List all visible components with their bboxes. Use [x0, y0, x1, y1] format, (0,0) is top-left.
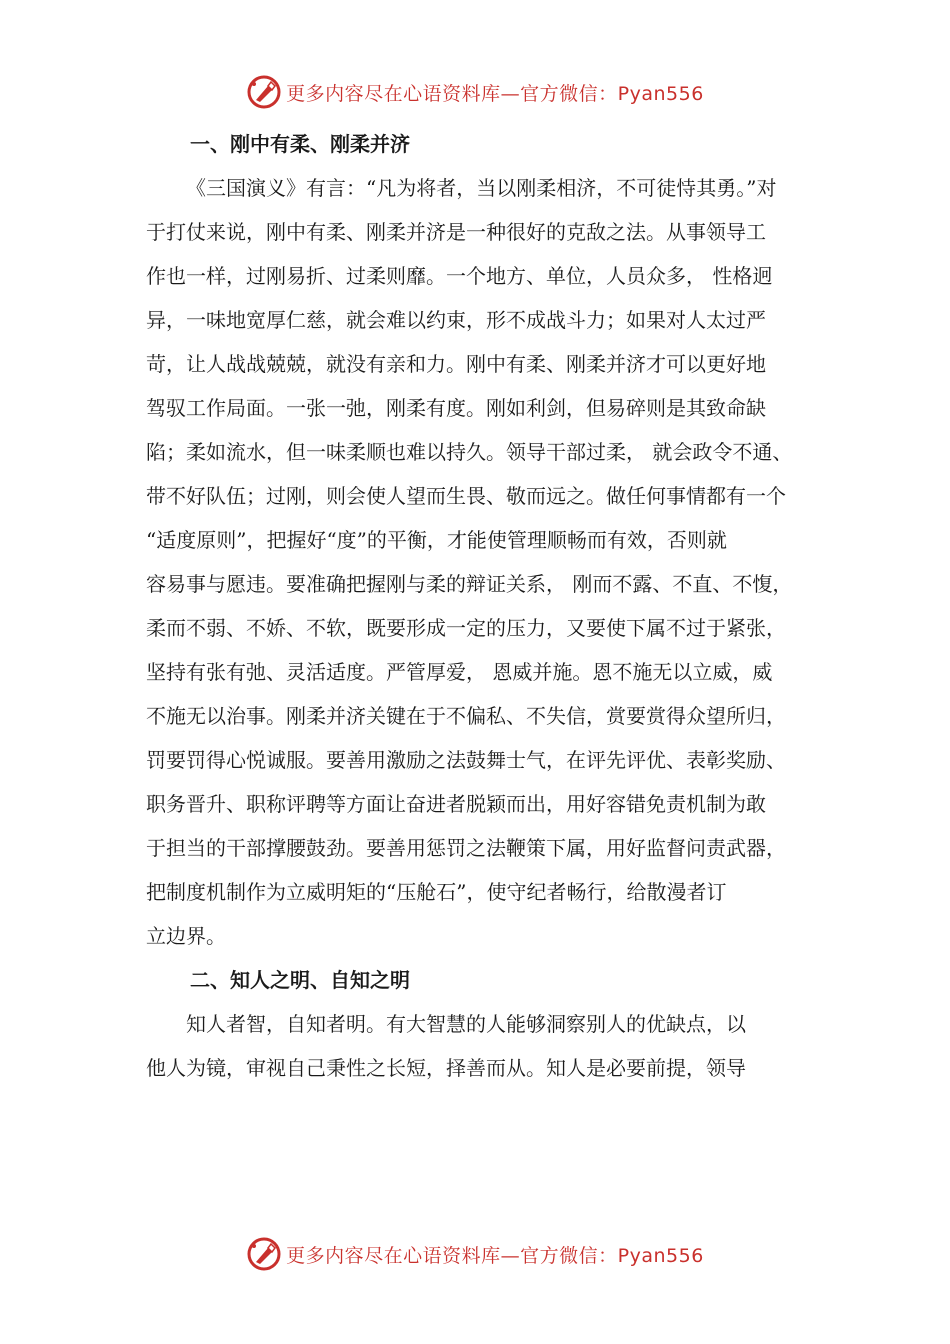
paragraph-line: 苛，让人战战兢兢，就没有亲和力。刚中有柔、刚柔并济才可以更好地 — [146, 352, 766, 376]
paragraph-line: 陷；柔如流水，但一味柔顺也难以持久。领导干部过柔， 就会政令不通、 — [146, 440, 793, 464]
paragraph-line: 柔而不弱、不娇、不软，既要形成一定的压力，又要使下属不过于紧张， — [146, 616, 786, 640]
paragraph-line: 《三国演义》有言：“凡为将者，当以刚柔相济，不可徒恃其勇。”对 — [186, 176, 777, 200]
section-heading-2: 二、知人之明、自知之明 — [190, 968, 410, 992]
banner-wechat-id: Pyan556 — [617, 1244, 704, 1267]
paragraph-line: 异，一味地宽厚仁慈，就会难以约束，形不成战斗力；如果对人太过严 — [146, 308, 766, 332]
paragraph-line: 坚持有张有弛、灵活适度。严管厚爱， 恩威并施。恩不施无以立威，威 — [146, 660, 773, 684]
section-paragraph-1 — [146, 166, 826, 958]
section-heading-1: 一、刚中有柔、刚柔并济 — [190, 132, 410, 156]
paragraph-line: 立边界。 — [146, 924, 226, 948]
paragraph-line: 知人者智，自知者明。有大智慧的人能够洞察别人的优缺点，以 — [186, 1012, 746, 1036]
paragraph-line: 带不好队伍；过刚，则会使人望而生畏、敬而远之。做任何事情都有一个 — [146, 484, 786, 508]
paragraph-line: 他人为镜，审视自己秉性之长短，择善而从。知人是必要前提，领导 — [146, 1056, 746, 1080]
header-banner — [0, 72, 950, 112]
banner-text: 更多内容尽在心语资料库—官方微信：Pyan556 — [286, 82, 704, 105]
pen-nib-logo-icon — [246, 1236, 282, 1272]
paragraph-line: 容易事与愿违。要准确把握刚与柔的辩证关系， 刚而不露、不直、不愎， — [146, 572, 793, 596]
footer-banner — [0, 1234, 950, 1274]
paragraph-line: 职务晋升、职称评聘等方面让奋进者脱颖而出，用好容错免责机制为敢 — [146, 792, 766, 816]
paragraph-line: 罚要罚得心悦诚服。要善用激励之法鼓舞士气，在评先评优、表彰奖励、 — [146, 748, 786, 772]
paragraph-line: 驾驭工作局面。一张一弛，刚柔有度。刚如利剑，但易碎则是其致命缺 — [146, 396, 766, 420]
document-body — [146, 122, 826, 1090]
paragraph-line: 于打仗来说，刚中有柔、刚柔并济是一种很好的克敌之法。从事领导工 — [146, 220, 766, 244]
section-paragraph-2 — [146, 1002, 826, 1090]
pen-nib-logo-icon — [246, 74, 282, 110]
paragraph-line: 于担当的干部撑腰鼓劲。要善用惩罚之法鞭策下属，用好监督问责武器， — [146, 836, 786, 860]
paragraph-line: 把制度机制作为立威明矩的“压舱石”，使守纪者畅行，给散漫者订 — [146, 880, 727, 904]
paragraph-line: “适度原则”，把握好“度”的平衡，才能使管理顺畅而有效，否则就 — [146, 528, 727, 552]
banner-text: 更多内容尽在心语资料库—官方微信：Pyan556 — [286, 1244, 704, 1267]
banner-wechat-id: Pyan556 — [617, 82, 704, 105]
paragraph-line: 不施无以治事。刚柔并济关键在于不偏私、不失信，赏要赏得众望所归， — [146, 704, 786, 728]
paragraph-line: 作也一样，过刚易折、过柔则靡。一个地方、单位，人员众多， 性格迥 — [146, 264, 773, 288]
